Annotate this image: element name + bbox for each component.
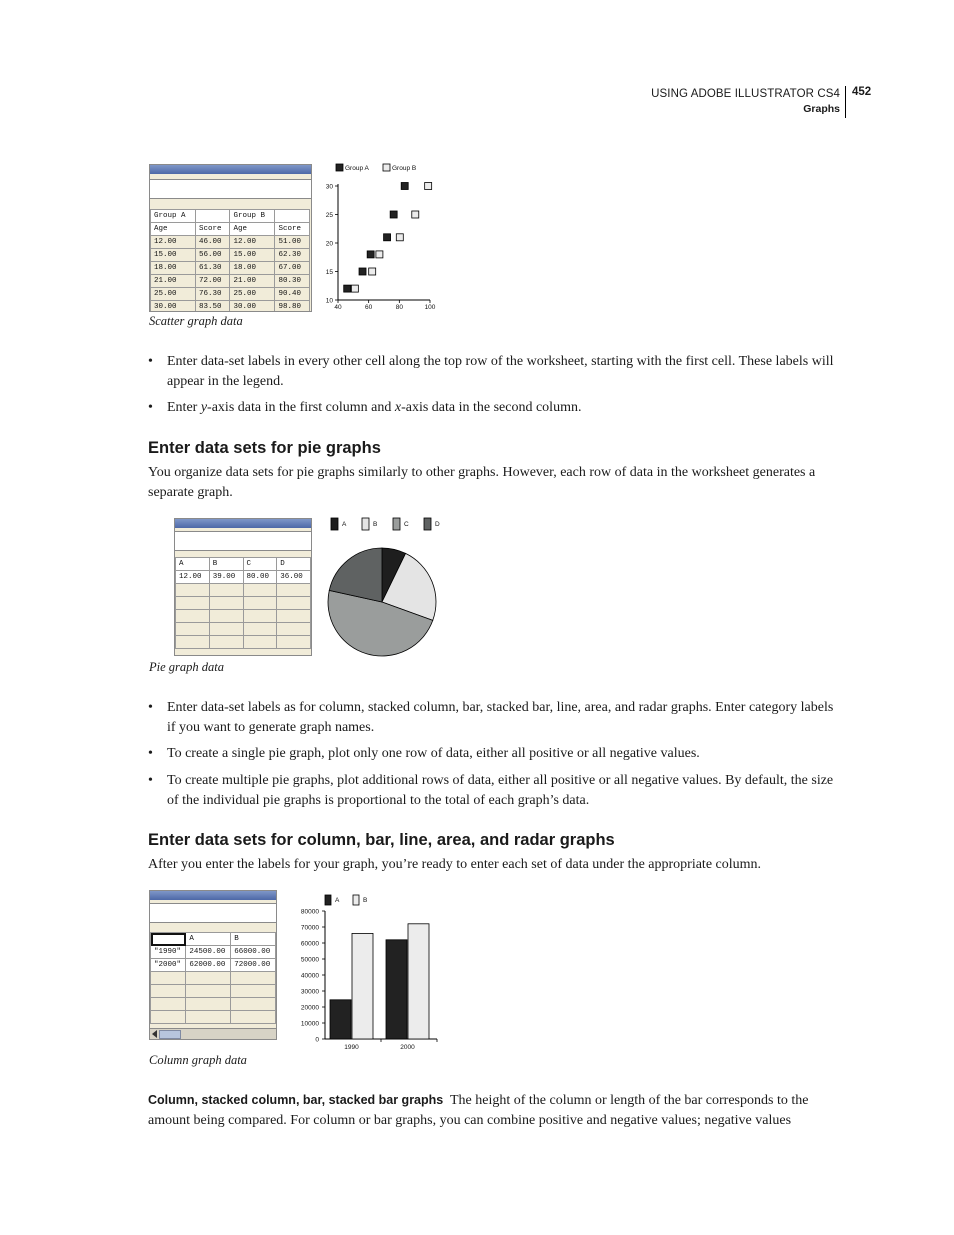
page-number: 452 — [852, 86, 872, 98]
x-tick-label: 40 — [334, 304, 342, 311]
pie-cell[interactable]: A — [176, 558, 210, 571]
legend-label: Group A — [345, 165, 369, 172]
legend-label: B — [363, 897, 368, 904]
worksheet-entry-field[interactable] — [175, 531, 311, 551]
col-cell[interactable]: 62000.00 — [186, 959, 231, 972]
legend-swatch — [353, 895, 359, 905]
pie-row — [176, 558, 311, 571]
scatter-bullet-2 — [148, 398, 840, 418]
col-cell[interactable] — [186, 998, 231, 1011]
bullet-marker: • — [148, 400, 153, 415]
scatter-row — [151, 288, 310, 301]
col-row — [151, 933, 276, 946]
x-tick-label: 1990 — [344, 1044, 359, 1051]
scatter-cell[interactable]: 98.80 — [275, 301, 310, 313]
col-cell[interactable] — [231, 1011, 276, 1024]
col-cell[interactable] — [151, 1011, 186, 1024]
legend-swatch — [331, 518, 338, 530]
worksheet-titlebar — [150, 165, 311, 174]
pie-cell[interactable] — [277, 636, 311, 649]
y-tick-label: 15 — [325, 269, 333, 276]
running-header-title: USING ADOBE ILLUSTRATOR CS4 — [651, 88, 840, 100]
scatter-row — [151, 236, 310, 249]
col-cell[interactable] — [186, 1011, 231, 1024]
legend-label: A — [335, 897, 340, 904]
scatter-row — [151, 301, 310, 313]
bullet-marker: • — [148, 746, 153, 761]
y-tick-label: 50000 — [300, 956, 319, 964]
column-graphs-paragraph — [148, 1090, 840, 1131]
y-tick-label: 30 — [325, 183, 333, 191]
scatter-point — [359, 268, 366, 275]
bullet-text: To create a single pie graph, plot only one row of data, either all positive or all negative values. — [167, 746, 700, 761]
col-cell[interactable] — [186, 972, 231, 985]
pie-cell[interactable] — [209, 610, 243, 623]
bullet-text: To create multiple pie graphs, plot additional rows of data, either all positive or all negative values. By default, the size of the individual pie graphs is proportional to the total of each graph’s data. — [167, 773, 834, 808]
col-cell[interactable] — [151, 985, 186, 998]
running-header-section: Graphs — [803, 103, 840, 115]
horizontal-scrollbar[interactable] — [150, 1028, 276, 1039]
scatter-cell[interactable]: 30.00 — [151, 301, 196, 313]
bullet-marker: • — [148, 354, 153, 369]
pie-cell[interactable] — [243, 610, 277, 623]
scatter-cell[interactable]: 62.30 — [275, 249, 310, 262]
col-row — [151, 985, 276, 998]
scatter-chart — [318, 158, 438, 314]
scatter-point — [390, 211, 397, 218]
col-cell[interactable] — [151, 998, 186, 1011]
y-tick-label: 60000 — [300, 940, 319, 948]
pie-intro: You organize data sets for pie graphs similarly to other graphs. However, each row of data in the worksheet generates a separate graph. — [148, 465, 816, 500]
legend-swatch — [336, 164, 343, 171]
legend-label: A — [342, 521, 347, 528]
col-row — [151, 946, 276, 959]
scatter-cell[interactable]: 56.00 — [196, 249, 230, 262]
column-bar — [386, 940, 407, 1039]
col-cell[interactable] — [231, 998, 276, 1011]
pie-cell[interactable] — [176, 597, 210, 610]
pie-caption: Pie graph data — [149, 660, 224, 674]
runin-text: The height of the column or length of the bar corresponds to the amount being compared. For column or bar graphs, you can combine positive and negative values; negative values — [148, 1093, 809, 1128]
y-tick-label: 25 — [325, 212, 333, 219]
x-tick-label: 2000 — [400, 1044, 415, 1051]
col-cell[interactable]: A — [186, 933, 231, 946]
bullet-marker: • — [148, 700, 153, 715]
pie-cell[interactable] — [243, 636, 277, 649]
scatter-cell[interactable]: 25.00 — [151, 288, 196, 301]
legend-label: C — [404, 521, 409, 528]
pie-cell[interactable] — [176, 584, 210, 597]
legend-label: D — [435, 521, 440, 528]
pie-cell[interactable]: 39.00 — [209, 571, 243, 584]
pie-bullet-1 — [148, 698, 840, 738]
col-cell[interactable]: B — [231, 933, 276, 946]
scrollbar-thumb[interactable] — [159, 1030, 181, 1039]
scatter-row — [151, 262, 310, 275]
col-cell[interactable]: 24500.00 — [186, 946, 231, 959]
bullet-text: Enter data-set labels as for column, stacked column, bar, stacked bar, line, area, and radar graphs. Enter category labels if you want to generate graph names. — [167, 700, 834, 735]
scatter-cell[interactable]: 76.30 — [196, 288, 230, 301]
pie-cell[interactable] — [209, 636, 243, 649]
pie-cell[interactable]: 12.00 — [176, 571, 210, 584]
column-intro: After you enter the labels for your graph, you’re ready to enter each set of data under the appropriate column. — [148, 857, 762, 872]
pie-cell[interactable] — [176, 610, 210, 623]
bullet-text — [167, 398, 840, 418]
pie-cell[interactable] — [243, 584, 277, 597]
scatter-cell[interactable]: Group B — [230, 210, 275, 223]
scatter-cell[interactable]: 46.00 — [196, 236, 230, 249]
y-tick-label: 30000 — [300, 988, 319, 996]
col-row — [151, 972, 276, 985]
scatter-point — [344, 285, 351, 292]
scatter-cell[interactable]: 67.00 — [275, 262, 310, 275]
scatter-point — [396, 234, 403, 241]
pie-worksheet — [174, 518, 312, 656]
column-worksheet — [149, 890, 277, 1040]
pie-cell[interactable] — [277, 597, 311, 610]
scatter-cell[interactable]: 61.30 — [196, 262, 230, 275]
legend-swatch — [424, 518, 431, 530]
scatter-row — [151, 223, 310, 236]
column-data-table — [150, 932, 276, 1024]
legend-swatch — [393, 518, 400, 530]
scatter-cell[interactable]: 18.00 — [230, 262, 275, 275]
pie-cell[interactable]: B — [209, 558, 243, 571]
scatter-row — [151, 275, 310, 288]
scatter-cell[interactable]: 51.00 — [275, 236, 310, 249]
col-cell[interactable] — [151, 933, 186, 946]
column-bar — [330, 1000, 351, 1039]
column-chart — [290, 890, 445, 1052]
scatter-cell[interactable]: 18.00 — [151, 262, 196, 275]
scatter-cell[interactable]: 15.00 — [151, 249, 196, 262]
header-divider — [845, 86, 846, 118]
pie-cell[interactable] — [176, 636, 210, 649]
scatter-cell[interactable]: 25.00 — [230, 288, 275, 301]
runin-label: Column, stacked column, bar, stacked bar graphs — [148, 1093, 444, 1107]
x-tick-label: 100 — [424, 304, 436, 311]
scatter-caption: Scatter graph data — [149, 314, 243, 328]
pie-row — [176, 584, 311, 597]
scatter-cell[interactable] — [275, 210, 310, 223]
y-tick-label: 20000 — [300, 1004, 319, 1012]
pie-cell[interactable] — [277, 610, 311, 623]
scatter-data-table — [150, 209, 310, 312]
legend-swatch — [325, 895, 331, 905]
pie-bullet-3 — [148, 771, 840, 811]
pie-row — [176, 636, 311, 649]
col-cell[interactable] — [231, 972, 276, 985]
x-tick-label: 80 — [395, 304, 403, 311]
scatter-point — [376, 251, 383, 258]
scatter-point — [401, 183, 408, 190]
pie-cell[interactable] — [209, 584, 243, 597]
scatter-cell[interactable]: Age — [151, 223, 196, 236]
scatter-cell[interactable]: 12.00 — [230, 236, 275, 249]
col-cell[interactable]: 72000.00 — [231, 959, 276, 972]
scatter-cell[interactable]: Score — [275, 223, 310, 236]
legend-swatch — [383, 164, 390, 171]
column-bar — [408, 924, 429, 1039]
pie-cell[interactable] — [243, 597, 277, 610]
worksheet-titlebar — [175, 519, 311, 528]
y-tick-label: 10 — [325, 297, 333, 305]
y-tick-label: 10000 — [300, 1020, 319, 1028]
bullet-marker: • — [148, 773, 153, 788]
col-cell[interactable]: "1990" — [151, 946, 186, 959]
pie-bullet-2 — [148, 744, 840, 764]
scatter-cell[interactable]: 21.00 — [151, 275, 196, 288]
pie-row — [176, 623, 311, 636]
scatter-cell[interactable]: 15.00 — [230, 249, 275, 262]
col-cell[interactable] — [151, 972, 186, 985]
pie-row — [176, 571, 311, 584]
worksheet-titlebar — [150, 891, 276, 900]
col-cell[interactable] — [186, 985, 231, 998]
column-bar — [352, 933, 373, 1039]
col-cell[interactable] — [231, 985, 276, 998]
x-tick-label: 60 — [365, 304, 373, 311]
scatter-cell[interactable] — [196, 210, 230, 223]
pie-cell[interactable] — [243, 623, 277, 636]
scatter-cell[interactable]: 12.00 — [151, 236, 196, 249]
pie-cell[interactable]: D — [277, 558, 311, 571]
scroll-left-arrow-icon[interactable] — [152, 1030, 157, 1038]
scatter-cell[interactable]: 30.00 — [230, 301, 275, 313]
scatter-cell[interactable]: 80.30 — [275, 275, 310, 288]
col-row — [151, 959, 276, 972]
legend-swatch — [362, 518, 369, 530]
pie-chart — [322, 512, 446, 662]
pie-cell[interactable] — [209, 597, 243, 610]
bullet-text: Enter data-set labels in every other cell along the top row of the worksheet, starting with the first cell. These labels will appear in the legend. — [167, 354, 834, 389]
worksheet-entry-field[interactable] — [150, 903, 276, 923]
scatter-cell[interactable]: 21.00 — [230, 275, 275, 288]
legend-label: B — [373, 521, 378, 528]
scatter-cell[interactable]: Group A — [151, 210, 196, 223]
pie-section-heading: Enter data sets for pie graphs — [148, 439, 381, 457]
scatter-worksheet — [149, 164, 312, 312]
y-tick-label: 80000 — [300, 908, 319, 916]
scatter-point — [367, 251, 374, 258]
scatter-point — [412, 211, 419, 218]
scatter-cell[interactable]: Score — [196, 223, 230, 236]
y-tick-label: 70000 — [300, 924, 319, 932]
worksheet-entry-field[interactable] — [150, 179, 311, 199]
scatter-row — [151, 210, 310, 223]
pie-cell[interactable] — [277, 584, 311, 597]
col-row — [151, 998, 276, 1011]
scatter-bullet-1 — [148, 352, 840, 392]
scatter-cell[interactable]: 90.40 — [275, 288, 310, 301]
col-cell[interactable]: 66000.00 — [231, 946, 276, 959]
scatter-cell[interactable]: Age — [230, 223, 275, 236]
scatter-point — [369, 268, 376, 275]
scatter-cell[interactable]: 72.00 — [196, 275, 230, 288]
legend-label: Group B — [392, 165, 417, 172]
pie-data-table — [175, 557, 311, 649]
pie-row — [176, 610, 311, 623]
pie-cell[interactable]: 80.00 — [243, 571, 277, 584]
y-tick-label: 0 — [315, 1036, 319, 1044]
scatter-point — [425, 183, 432, 190]
pie-cell[interactable] — [277, 623, 311, 636]
pie-cell[interactable]: C — [243, 558, 277, 571]
scatter-cell[interactable]: 83.50 — [196, 301, 230, 313]
axis-bullet-text: Enter y-axis data in the first column and x-axis data in the second column. — [167, 400, 582, 415]
y-tick-label: 20 — [325, 240, 333, 248]
scatter-point — [384, 234, 391, 241]
pie-cell[interactable] — [209, 623, 243, 636]
pie-cell[interactable]: 36.00 — [277, 571, 311, 584]
column-caption: Column graph data — [149, 1053, 247, 1067]
y-tick-label: 40000 — [300, 972, 319, 980]
pie-cell[interactable] — [176, 623, 210, 636]
pie-row — [176, 597, 311, 610]
scatter-point — [351, 285, 358, 292]
col-row — [151, 1011, 276, 1024]
col-cell[interactable]: "2000" — [151, 959, 186, 972]
column-section-heading: Enter data sets for column, bar, line, area, and radar graphs — [148, 831, 615, 849]
scatter-row — [151, 249, 310, 262]
